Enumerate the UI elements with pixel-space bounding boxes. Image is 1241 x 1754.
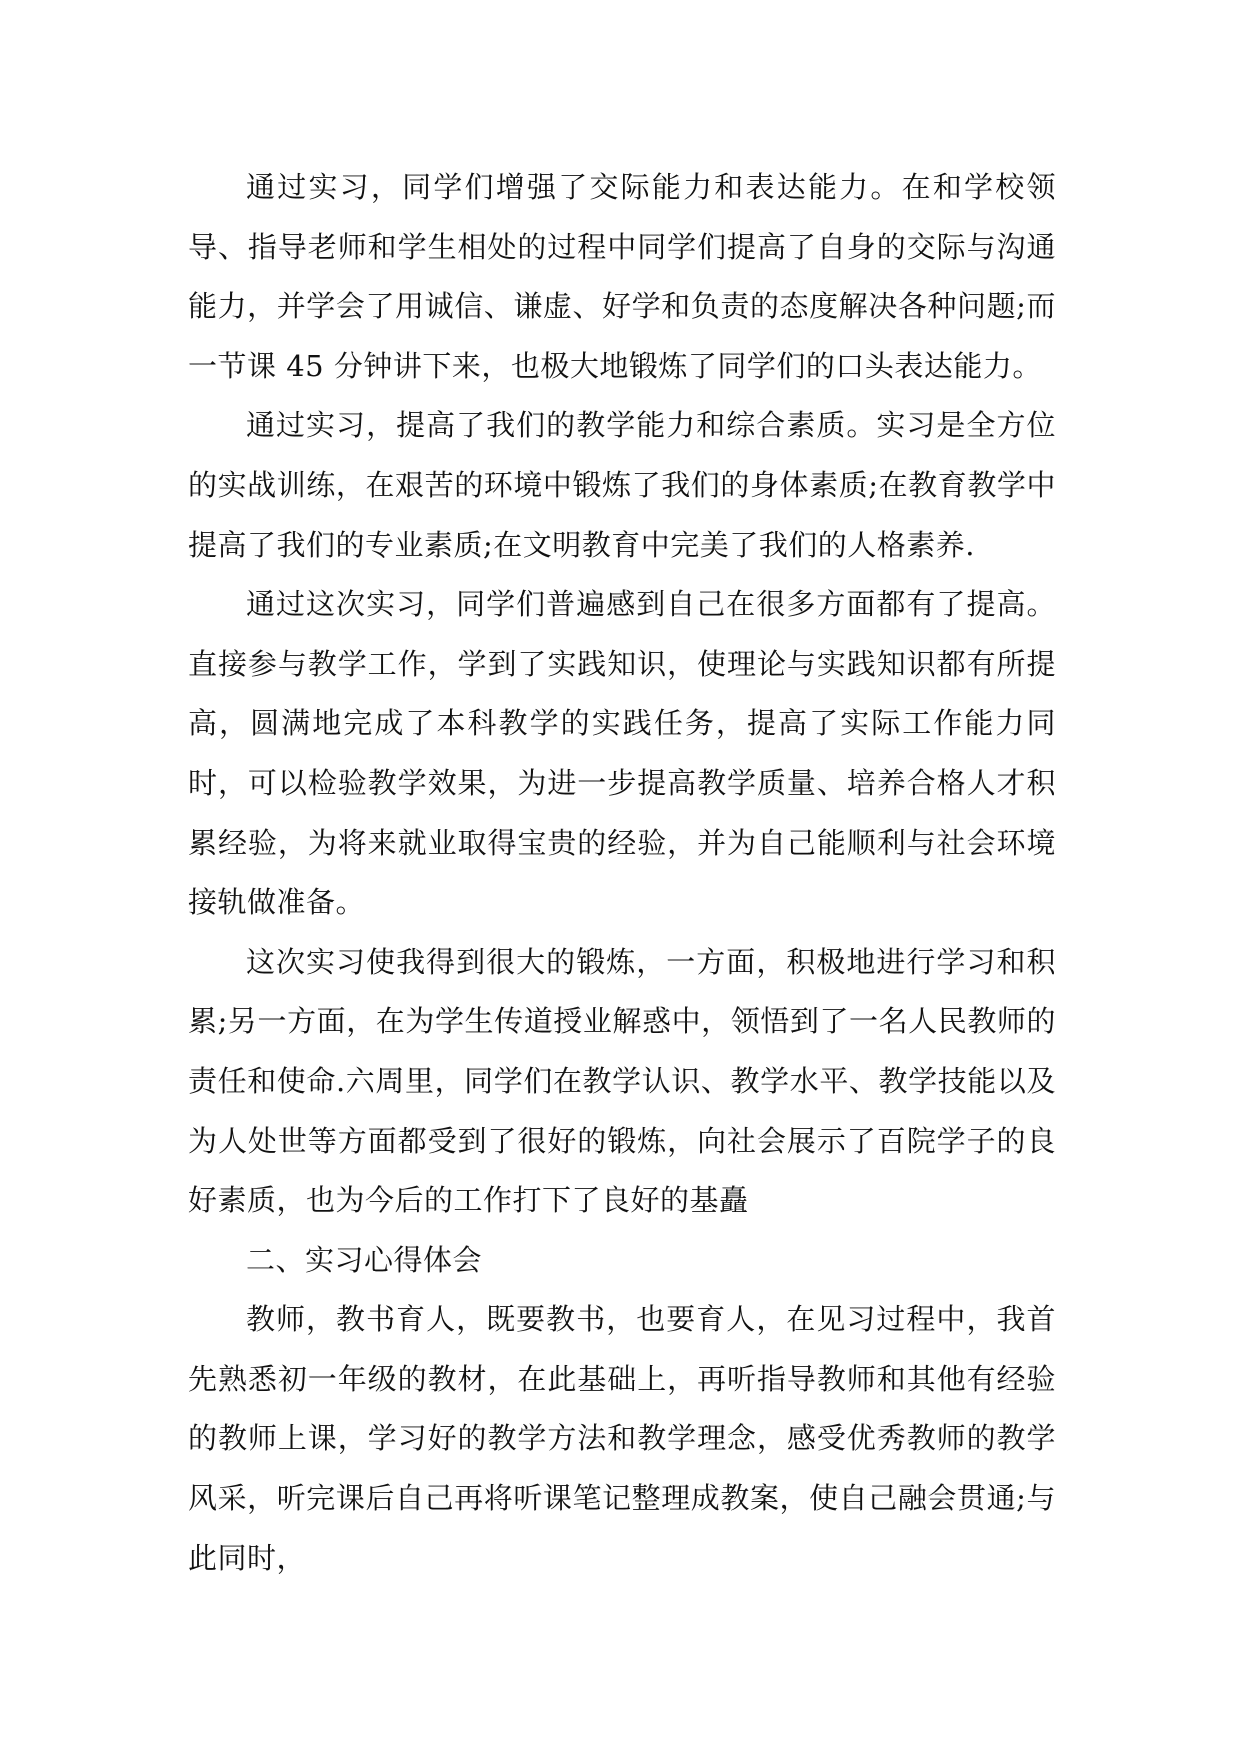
paragraph-interpersonal-skills: 通过实习，同学们增强了交际能力和表达能力。在和学校领导、指导老师和学生相处的过程中同学们提高了自身的交际与沟通能力，并学会了用诚信、谦虚、好学和负责的态度解决各种问题;而一节课 45 分钟讲下来，也极大地锻炼了同学们的口头表达能力。 xyxy=(188,170,1056,383)
paragraph-training-summary: 这次实习使我得到很大的锻炼，一方面，积极地进行学习和积累;另一方面，在为学生传道授业解惑中，领悟到了一名人民教师的责任和使命.六周里，同学们在教学认识、教学水平、教学技能以及为人处世等方面都受到了很好的锻炼，向社会展示了百院学子的良好素质，也为今后的工作打下了良好的基矗 xyxy=(188,944,1056,1218)
document-body xyxy=(188,158,1056,1588)
section-heading-internship-reflections: 二、实习心得体会 xyxy=(246,1242,483,1277)
paragraph-teaching-ability: 通过实习，提高了我们的教学能力和综合素质。实习是全方位的实战训练，在艰苦的环境中锻炼了我们的身体素质;在教育教学中提高了我们的专业素质;在文明教育中完美了我们的人格素养. xyxy=(188,408,1056,562)
paragraph-overall-improvement: 通过这次实习，同学们普遍感到自己在很多方面都有了提高。直接参与教学工作，学到了实践知识，使理论与实践知识都有所提高，圆满地完成了本科教学的实践任务，提高了实际工作能力同时，可以检验教学效果，为进一步提高教学质量、培养合格人才积累经验，为将来就业取得宝贵的经验，并为自己能顺利与社会环境接轨做准备。 xyxy=(188,587,1056,920)
paragraph-teacher-role: 教师，教书育人，既要教书，也要育人，在见习过程中，我首先熟悉初一年级的教材，在此基础上，再听指导教师和其他有经验的教师上课，学习好的教学方法和教学理念，感受优秀教师的教学风采，听完课后自己再将听课笔记整理成教案，使自己融会贯通;与此同时， xyxy=(188,1302,1056,1575)
